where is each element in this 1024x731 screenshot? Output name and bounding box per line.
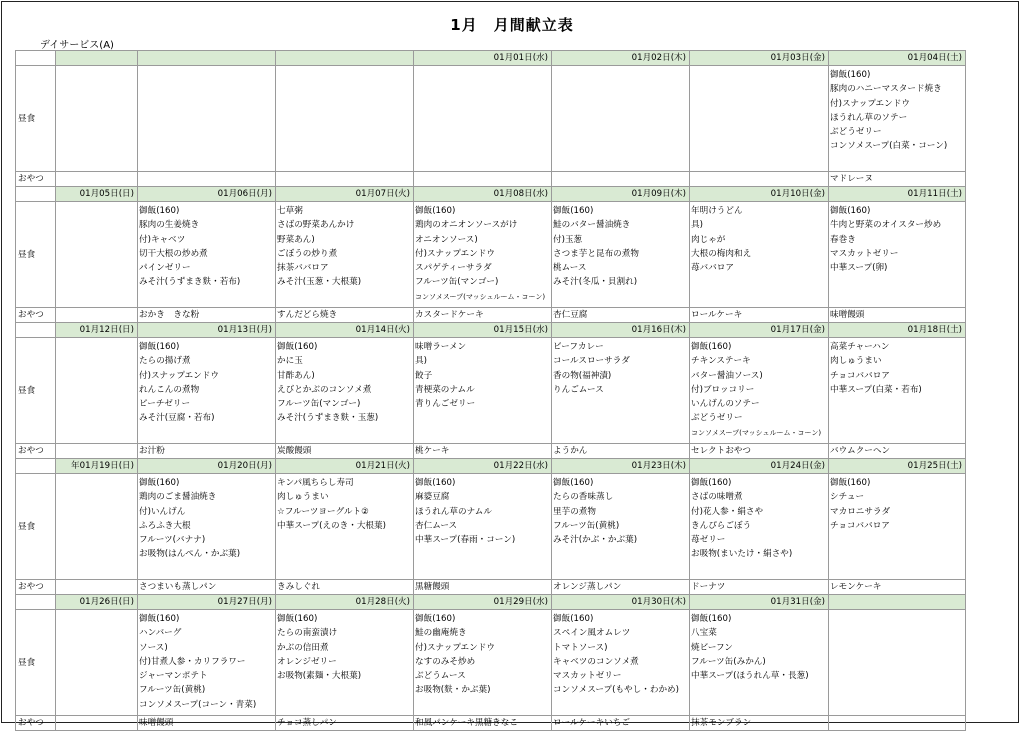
menu-item: みそ汁(うずまき麩・若布)	[139, 277, 241, 288]
lunch-cell	[829, 202, 966, 308]
menu-item: れんこんの煮物	[139, 384, 200, 395]
menu-item: みそ汁(冬瓜・貝割れ)	[553, 277, 638, 288]
menu-item: みそ汁(うずまき麩・玉葱)	[277, 413, 379, 424]
snack-cell	[276, 172, 414, 187]
menu-item: 年明けうどん	[691, 206, 743, 216]
snack-cell: 和風パンケーキ黒糖きなこ	[414, 716, 552, 731]
menu-item: 付)花人参・絹さや	[691, 506, 764, 517]
snack-label: おやつ	[16, 308, 56, 323]
menu-item: 付)スナップエンドウ	[139, 370, 219, 381]
snack-cell: ロールケーキいちご	[552, 716, 690, 731]
snack-cell: 黒糖饅頭	[414, 580, 552, 595]
date-cell: 01月20日(月)	[138, 459, 276, 474]
menu-item: コンソメスープ(コーン・青菜)	[139, 699, 257, 710]
menu-item: 甘酢あん)	[277, 370, 315, 381]
snack-cell: ようかん	[552, 444, 690, 459]
menu-item: フルーツ缶(黄桃)	[553, 520, 620, 531]
menu-item: 御飯(160)	[691, 614, 732, 624]
menu-item: 鮭の幽庵焼き	[415, 628, 467, 639]
menu-item: 具)	[415, 356, 427, 367]
snack-cell	[56, 172, 138, 187]
menu-item: 付)甘煮人参・カリフラワー	[139, 656, 246, 667]
menu-item: 桃ムース	[553, 263, 587, 274]
menu-item: ごぼうの炒り煮	[277, 248, 338, 259]
menu-item: みそ汁(玉葱・大根葉)	[277, 277, 362, 288]
lunch-label: 昼食	[16, 202, 56, 308]
date-cell: 01月12日(日)	[56, 323, 138, 338]
menu-item: チョコババロア	[830, 370, 890, 381]
menu-item: マスカットゼリー	[830, 248, 899, 259]
snack-cell: レモンケーキ	[829, 580, 966, 595]
menu-item: 付)いんげん	[139, 506, 186, 517]
lunch-cell	[138, 610, 276, 716]
menu-item: 鶏肉のオニオンソースがけ	[415, 220, 518, 231]
menu-item: 苺ババロア	[691, 263, 734, 274]
lunch-cell	[56, 338, 138, 444]
lunch-cell	[138, 338, 276, 444]
week-date-row	[16, 51, 966, 66]
menu-item: 味噌ラーメン	[415, 342, 467, 352]
snack-cell: 味噌饅頭	[138, 716, 276, 731]
snack-cell: ロールケーキ	[690, 308, 829, 323]
lunch-cell	[276, 338, 414, 444]
date-cell: 01月18日(土)	[829, 323, 966, 338]
menu-item: みそ汁(かぶ・かぶ葉)	[553, 535, 638, 546]
lunch-cell	[690, 66, 829, 172]
menu-item: キャベツのコンソメ煮	[553, 656, 639, 667]
lunch-cell	[690, 474, 829, 580]
menu-item: キンパ風ちらし寿司	[277, 478, 354, 488]
menu-item: 御飯(160)	[277, 614, 318, 624]
date-cell: 01月23日(木)	[552, 459, 690, 474]
lunch-cell	[690, 338, 829, 444]
menu-item: 御飯(160)	[830, 70, 871, 80]
lunch-cell	[56, 66, 138, 172]
snack-cell	[56, 308, 138, 323]
menu-item: 付)スナップエンドウ	[415, 248, 495, 259]
lunch-cell	[276, 474, 414, 580]
snack-cell: ドーナツ	[690, 580, 829, 595]
snack-cell	[414, 172, 552, 187]
menu-item: 牛肉と野菜のオイスター炒め	[830, 220, 942, 231]
menu-item: 焼ビーフン	[691, 642, 733, 653]
menu-item: 苺ゼリー	[691, 535, 726, 546]
snack-cell	[56, 580, 138, 595]
menu-item: 高菜チャーハン	[830, 342, 890, 352]
snack-cell: マドレーヌ	[829, 172, 966, 187]
snack-cell	[56, 444, 138, 459]
menu-item: お吸物(素麺・大根葉)	[277, 671, 362, 682]
snack-cell: オレンジ蒸しパン	[552, 580, 690, 595]
menu-item: フルーツ缶(みかん)	[691, 656, 766, 667]
menu-item: 豚肉のハニーマスタード焼き	[830, 84, 942, 95]
lunch-cell	[138, 66, 276, 172]
lunch-label: 昼食	[16, 66, 56, 172]
lunch-cell	[414, 202, 552, 308]
menu-item: フルーツ缶(黄桃)	[139, 685, 206, 696]
snack-row	[16, 580, 966, 595]
menu-item: チョコババロア	[830, 520, 890, 531]
date-cell: 01月11日(土)	[829, 187, 966, 202]
row-label-blank	[16, 595, 56, 610]
lunch-cell	[552, 66, 690, 172]
menu-item: 御飯(160)	[139, 614, 180, 624]
snack-cell: 炭酸饅頭	[276, 444, 414, 459]
row-label-blank	[16, 459, 56, 474]
date-cell: 01月13日(月)	[138, 323, 276, 338]
snack-cell	[138, 172, 276, 187]
lunch-cell	[414, 66, 552, 172]
date-cell: 01月06日(月)	[138, 187, 276, 202]
menu-item: チキンステーキ	[691, 356, 751, 367]
date-cell: 01月15日(水)	[414, 323, 552, 338]
menu-item: みそ汁(豆腐・若布)	[139, 413, 215, 424]
menu-item: 中華スープ(春雨・コーン)	[415, 535, 516, 546]
snack-label: おやつ	[16, 716, 56, 731]
menu-item: 肉じゃが	[691, 234, 726, 245]
menu-item: 具)	[691, 220, 703, 231]
menu-item: 鮭のバター醤油焼き	[553, 220, 631, 231]
menu-item: ほうれん草のソテー	[830, 112, 908, 123]
menu-item: ピーチゼリー	[139, 399, 191, 410]
menu-item: さばの野菜あんかけ	[277, 220, 355, 231]
snack-label: おやつ	[16, 172, 56, 187]
snack-row	[16, 308, 966, 323]
week-date-row	[16, 459, 966, 474]
date-cell: 01月17日(金)	[690, 323, 829, 338]
snack-cell: お汁粉	[138, 444, 276, 459]
date-cell: 01月05日(日)	[56, 187, 138, 202]
row-label-blank	[16, 51, 56, 66]
menu-item: 御飯(160)	[139, 478, 180, 488]
menu-item: 春巻き	[830, 234, 856, 245]
menu-item: 御飯(160)	[553, 614, 594, 624]
menu-item: オニオンソース)	[415, 234, 478, 245]
menu-item: 中華スープ(白菜・若布)	[830, 384, 922, 395]
menu-item: 御飯(160)	[415, 614, 456, 624]
date-cell: 01月24日(金)	[690, 459, 829, 474]
menu-item: オレンジゼリー	[277, 656, 337, 667]
menu-item: 肉しゅうまい	[830, 356, 882, 367]
menu-item: スペイン風オムレツ	[553, 628, 631, 639]
snack-label: おやつ	[16, 444, 56, 459]
menu-item: かに玉	[277, 356, 303, 367]
lunch-cell	[829, 610, 966, 716]
menu-item: 御飯(160)	[830, 478, 871, 488]
menu-item: ふろふき大根	[139, 520, 191, 531]
menu-item: スパゲティーサラダ	[415, 263, 492, 274]
menu-item: 御飯(160)	[553, 478, 594, 488]
menu-item: 餃子	[415, 370, 433, 381]
date-cell: 01月16日(木)	[552, 323, 690, 338]
snack-cell: 杏仁豆腐	[552, 308, 690, 323]
menu-item: お吸物(麩・かぶ葉)	[415, 685, 491, 696]
menu-item: さつま芋と昆布の煮物	[553, 248, 639, 259]
snack-cell: 抹茶モンブラン	[690, 716, 829, 731]
lunch-cell	[552, 474, 690, 580]
date-cell: 01月08日(水)	[414, 187, 552, 202]
lunch-cell	[276, 610, 414, 716]
menu-item: 御飯(160)	[691, 478, 732, 488]
lunch-label: 昼食	[16, 610, 56, 716]
menu-item: 肉しゅうまい	[277, 492, 329, 503]
menu-item: たらの揚げ煮	[139, 356, 191, 367]
menu-item: 御飯(160)	[139, 342, 180, 352]
week-date-row	[16, 595, 966, 610]
menu-item: 御飯(160)	[277, 342, 318, 352]
menu-item: 青梗菜のナムル	[415, 384, 475, 395]
lunch-cell	[552, 202, 690, 308]
snack-label: おやつ	[16, 580, 56, 595]
snack-cell: バウムクーヘン	[829, 444, 966, 459]
menu-item: さばの味噌煮	[691, 492, 743, 503]
date-cell	[829, 595, 966, 610]
menu-item: 里芋の煮物	[553, 506, 596, 517]
lunch-cell	[276, 202, 414, 308]
lunch-cell	[276, 66, 414, 172]
lunch-label: 昼食	[16, 474, 56, 580]
lunch-cell	[829, 474, 966, 580]
lunch-cell	[829, 66, 966, 172]
date-cell: 01月22日(水)	[414, 459, 552, 474]
snack-cell	[552, 172, 690, 187]
date-cell	[56, 51, 138, 66]
lunch-label: 昼食	[16, 338, 56, 444]
lunch-cell	[552, 610, 690, 716]
menu-item: ハンバーグ	[139, 628, 182, 639]
menu-item: 野菜あん)	[277, 234, 315, 245]
menu-item: 中華スープ(えのき・大根葉)	[277, 520, 386, 531]
snack-row	[16, 444, 966, 459]
menu-item: ソース)	[139, 642, 168, 653]
menu-item: ほうれん草のナムル	[415, 506, 492, 517]
lunch-row	[16, 610, 966, 716]
snack-cell: すんだどら焼き	[276, 308, 414, 323]
menu-item: 付)スナップエンドウ	[830, 98, 910, 109]
menu-item: 麻婆豆腐	[415, 492, 450, 503]
menu-item: たらの南蛮漬け	[277, 628, 338, 639]
menu-item: 青りんごゼリー	[415, 399, 476, 410]
menu-item: 切干大根の炒め煮	[139, 248, 208, 259]
menu-item: 豚肉の生姜焼き	[139, 220, 200, 231]
lunch-row	[16, 474, 966, 580]
menu-item: 御飯(160)	[553, 206, 594, 216]
menu-item: 御飯(160)	[139, 206, 180, 216]
date-cell: 01月09日(木)	[552, 187, 690, 202]
date-cell: 01月01日(水)	[414, 51, 552, 66]
snack-row	[16, 172, 966, 187]
menu-item: 御飯(160)	[691, 342, 732, 352]
menu-item: コンソメスープ(もやし・わかめ)	[553, 685, 679, 696]
menu-item: フルーツ缶(マンゴー)	[415, 277, 499, 288]
menu-item: 大根の梅肉和え	[691, 248, 752, 259]
date-cell	[276, 51, 414, 66]
date-cell: 01月31日(金)	[690, 595, 829, 610]
date-cell: 01月30日(木)	[552, 595, 690, 610]
menu-item: ☆フルーツヨーグルト②	[277, 506, 369, 517]
menu-item: えびとかぶのコンソメ煮	[277, 384, 372, 395]
menu-item: 八宝菜	[691, 628, 717, 639]
menu-item: 中華スープ(卵)	[830, 263, 888, 274]
lunch-cell	[414, 610, 552, 716]
date-cell: 01月28日(火)	[276, 595, 414, 610]
menu-item: ぶどうゼリー	[830, 127, 882, 138]
menu-item: 付)スナップエンドウ	[415, 642, 495, 653]
lunch-cell	[829, 338, 966, 444]
menu-item: きんぴらごぼう	[691, 520, 752, 531]
date-cell: 01月10日(金)	[690, 187, 829, 202]
menu-item: 七草粥	[277, 206, 303, 216]
snack-cell: 桃ケーキ	[414, 444, 552, 459]
snack-cell	[56, 716, 138, 731]
menu-item: コンソメスープ(白菜・コーン)	[830, 141, 948, 152]
menu-item: フルーツ(バナナ)	[139, 535, 206, 546]
menu-item: マスカットゼリー	[553, 671, 622, 682]
menu-item: なすのみそ炒め	[415, 656, 476, 667]
row-label-blank	[16, 323, 56, 338]
lunch-row	[16, 202, 966, 308]
row-label-blank	[16, 187, 56, 202]
menu-item: コンソメスープ(マッシュルーム・コーン)	[415, 292, 546, 301]
menu-item: 御飯(160)	[415, 478, 456, 488]
date-cell: 01月07日(火)	[276, 187, 414, 202]
menu-item: 付)玉葱	[553, 234, 583, 245]
snack-cell: セレクトおやつ	[690, 444, 829, 459]
date-cell: 年01月19日(日)	[56, 459, 138, 474]
snack-row	[16, 716, 966, 731]
lunch-cell	[552, 338, 690, 444]
date-cell	[138, 51, 276, 66]
lunch-cell	[138, 474, 276, 580]
page-title: 1月 月間献立表	[450, 16, 574, 34]
menu-item: ジャーマンポテト	[139, 671, 208, 682]
facility-label: デイサービス(A)	[40, 40, 114, 51]
date-cell: 01月14日(火)	[276, 323, 414, 338]
date-cell: 01月26日(日)	[56, 595, 138, 610]
date-cell: 01月29日(水)	[414, 595, 552, 610]
snack-cell: 味噌饅頭	[829, 308, 966, 323]
menu-item: コンソメスープ(マッシュルーム・コーン)	[691, 428, 822, 437]
date-cell: 01月21日(火)	[276, 459, 414, 474]
lunch-cell	[138, 202, 276, 308]
lunch-row	[16, 66, 966, 172]
menu-item: 付)ブロッコリー	[691, 384, 755, 395]
date-cell: 01月02日(木)	[552, 51, 690, 66]
week-date-row	[16, 323, 966, 338]
date-cell: 01月03日(金)	[690, 51, 829, 66]
menu-item: バター醤油ソース)	[691, 370, 763, 381]
menu-item: ぶどうゼリー	[691, 413, 743, 424]
menu-item: 抹茶ババロア	[277, 263, 329, 274]
menu-item: かぶの信田煮	[277, 642, 329, 653]
menu-item: 鶏肉のごま醤油焼き	[139, 492, 217, 503]
lunch-cell	[56, 610, 138, 716]
menu-item: ビーフカレー	[553, 342, 604, 352]
menu-item: コールスローサラダ	[553, 356, 630, 367]
menu-item: 御飯(160)	[830, 206, 871, 216]
lunch-cell	[690, 610, 829, 716]
menu-item: トマトソース)	[553, 642, 608, 653]
menu-item: シチュー	[830, 492, 865, 503]
menu-item: いんげんのソテー	[691, 399, 760, 410]
menu-item: りんごムース	[553, 384, 604, 395]
menu-item: お吸物(はんぺん・かぶ葉)	[139, 549, 241, 560]
menu-item: マカロニサラダ	[830, 506, 891, 517]
menu-item: 香の物(福神漬)	[553, 370, 612, 381]
snack-cell: チョコ蒸しパン	[276, 716, 414, 731]
snack-cell: きみしぐれ	[276, 580, 414, 595]
week-date-row	[16, 187, 966, 202]
menu-item: お吸物(まいたけ・絹さや)	[691, 549, 793, 560]
menu-item: 中華スープ(ほうれん草・長葱)	[691, 671, 809, 682]
snack-cell: カスタードケーキ	[414, 308, 552, 323]
date-cell: 01月27日(月)	[138, 595, 276, 610]
lunch-cell	[414, 338, 552, 444]
lunch-cell	[690, 202, 829, 308]
menu-item: ぶどうムース	[415, 671, 466, 682]
menu-item: たらの香味蒸し	[553, 492, 614, 503]
menu-item: 御飯(160)	[415, 206, 456, 216]
lunch-row	[16, 338, 966, 444]
date-cell: 01月25日(土)	[829, 459, 966, 474]
snack-cell: おかき きな粉	[138, 308, 276, 323]
menu-item: 付)キャベツ	[139, 234, 186, 245]
snack-cell	[829, 716, 966, 731]
menu-item: 杏仁ムース	[415, 520, 458, 531]
snack-cell: さつまいも蒸しパン	[138, 580, 276, 595]
menu-item: パインゼリー	[139, 263, 191, 274]
lunch-cell	[56, 474, 138, 580]
lunch-cell	[414, 474, 552, 580]
date-cell: 01月04日(土)	[829, 51, 966, 66]
snack-cell	[690, 172, 829, 187]
lunch-cell	[56, 202, 138, 308]
menu-item: フルーツ缶(マンゴー)	[277, 399, 361, 410]
menu-table	[15, 50, 966, 731]
